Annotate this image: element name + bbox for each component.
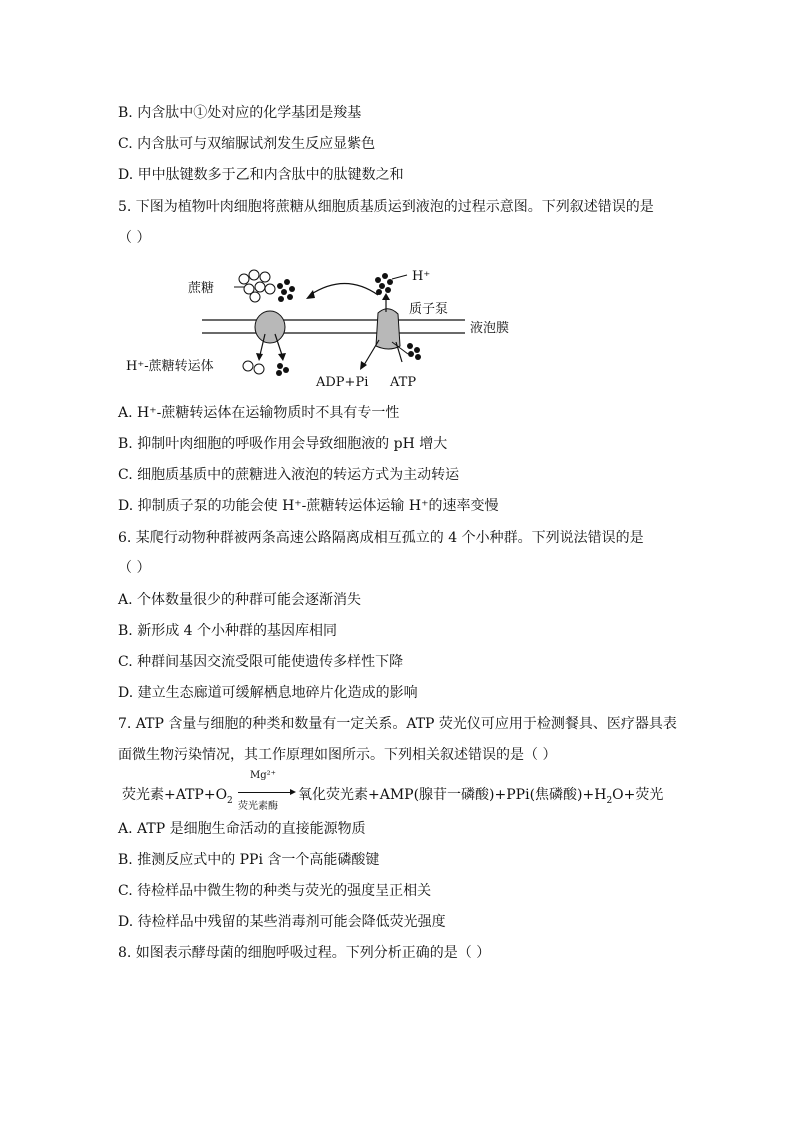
h-plus-pointer-line xyxy=(392,275,407,279)
option-c-line: C. 内含肽可与双缩脲试剂发生反应显紫色 xyxy=(118,136,376,152)
equation-right: 氧化荧光素+AMP(腺苷一磷酸)+PPi(焦磷酸)$+H_2O+$荧光 xyxy=(298,787,664,806)
question-5-blank: （ ） xyxy=(118,230,151,246)
pump-up-arrowhead xyxy=(382,293,390,300)
h-plus-return-arrow xyxy=(310,284,378,296)
transporter-protein xyxy=(255,311,285,343)
question-5-option-b: B. 抑制叶肉细胞的呼吸作用会导致细胞液的 pH 增大 xyxy=(118,436,448,452)
label-atp: ATP xyxy=(390,375,417,390)
question-5-option-c: C. 细胞质基质中的蔗糖进入液泡的转运方式为主动转运 xyxy=(118,467,460,483)
label-vacuole-membrane: 液泡膜 xyxy=(470,321,510,336)
label-sucrose: 蔗糖 xyxy=(188,281,215,296)
question-5-option-d: D. 抑制质子泵的功能会使 H⁺-蔗糖转运体运输 H⁺的速率变慢 xyxy=(118,498,499,514)
option-d-line: D. 甲中肽键数多于乙和内含肽中的肽键数之和 xyxy=(118,167,404,183)
question-6-option-b: B. 新形成 4 个小种群的基因库相同 xyxy=(118,623,337,639)
question-6-option-c: C. 种群间基因交流受限可能使遗传多样性下降 xyxy=(118,654,404,670)
question-6-option-a: A. 个体数量很少的种群可能会逐渐消失 xyxy=(118,592,362,608)
question-7-option-c: C. 待检样品中微生物的种类与荧光的强度呈正相关 xyxy=(118,883,432,899)
h-plus-dots-top-right xyxy=(375,273,393,295)
label-proton-pump: 质子泵 xyxy=(409,302,449,317)
label-h-plus: H⁺ xyxy=(412,269,431,284)
question-6-stem: 6. 某爬行动物种群被两条高速公路隔离成相互孤立的 4 个小种群。下列说法错误的是 xyxy=(118,530,644,546)
question-6-option-d: D. 建立生态廊道可缓解栖息地碎片化造成的影响 xyxy=(118,685,418,701)
luciferase-equation xyxy=(122,770,682,814)
label-transporter: H⁺-蔗糖转运体 xyxy=(126,359,214,374)
equation-left: 荧光素$+ATP+O_2$ xyxy=(122,787,233,806)
question-5-option-a: A. H⁺-蔗糖转运体在运输物质时不具有专一性 xyxy=(118,405,400,421)
atp-dots xyxy=(407,343,421,360)
question-8-stem: 8. 如图表示酵母菌的细胞呼吸过程。下列分析正确的是（ ） xyxy=(118,945,491,961)
question-7-option-d: D. 待检样品中残留的某些消毒剂可能会降低荧光强度 xyxy=(118,914,446,930)
label-adp-pi: ADP+Pi xyxy=(316,375,369,390)
question-7-stem: 7. ATP 含量与细胞的种类和数量有一定关系。ATP 荧光仪可应用于检测餐具、医疗器具表 xyxy=(118,716,677,732)
h-plus-dots-bottom xyxy=(276,363,289,376)
h-plus-dots-top-left xyxy=(277,279,295,302)
equation-catalyst-top: Mg²⁺ xyxy=(250,770,276,781)
question-7-option-a: A. ATP 是细胞生命活动的直接能源物质 xyxy=(118,821,366,837)
sucrose-molecules-bottom xyxy=(243,361,264,374)
question-5-stem: 5. 下图为植物叶肉细胞将蔗糖从细胞质基质运到液泡的过程示意图。下列叙述错误的是 xyxy=(118,199,654,215)
adp-arrow xyxy=(364,340,379,365)
sucrose-transport-diagram xyxy=(120,262,540,397)
h-plus-return-arrowhead xyxy=(306,290,315,299)
equation-catalyst-bottom: 荧光素酶 xyxy=(238,801,278,812)
question-7-option-b: B. 推测反应式中的 PPi 含一个高能磷酸键 xyxy=(118,852,380,868)
equation-arrow xyxy=(238,792,294,793)
option-b-line: B. 内含肽中①处对应的化学基团是羧基 xyxy=(118,105,362,121)
question-6-blank: （ ） xyxy=(118,560,151,576)
sucrose-molecules-top xyxy=(239,270,275,302)
question-7-stem-cont: 面微生物污染情况，其工作原理如图所示。下列相关叙述错误的是（ ） xyxy=(118,747,557,763)
